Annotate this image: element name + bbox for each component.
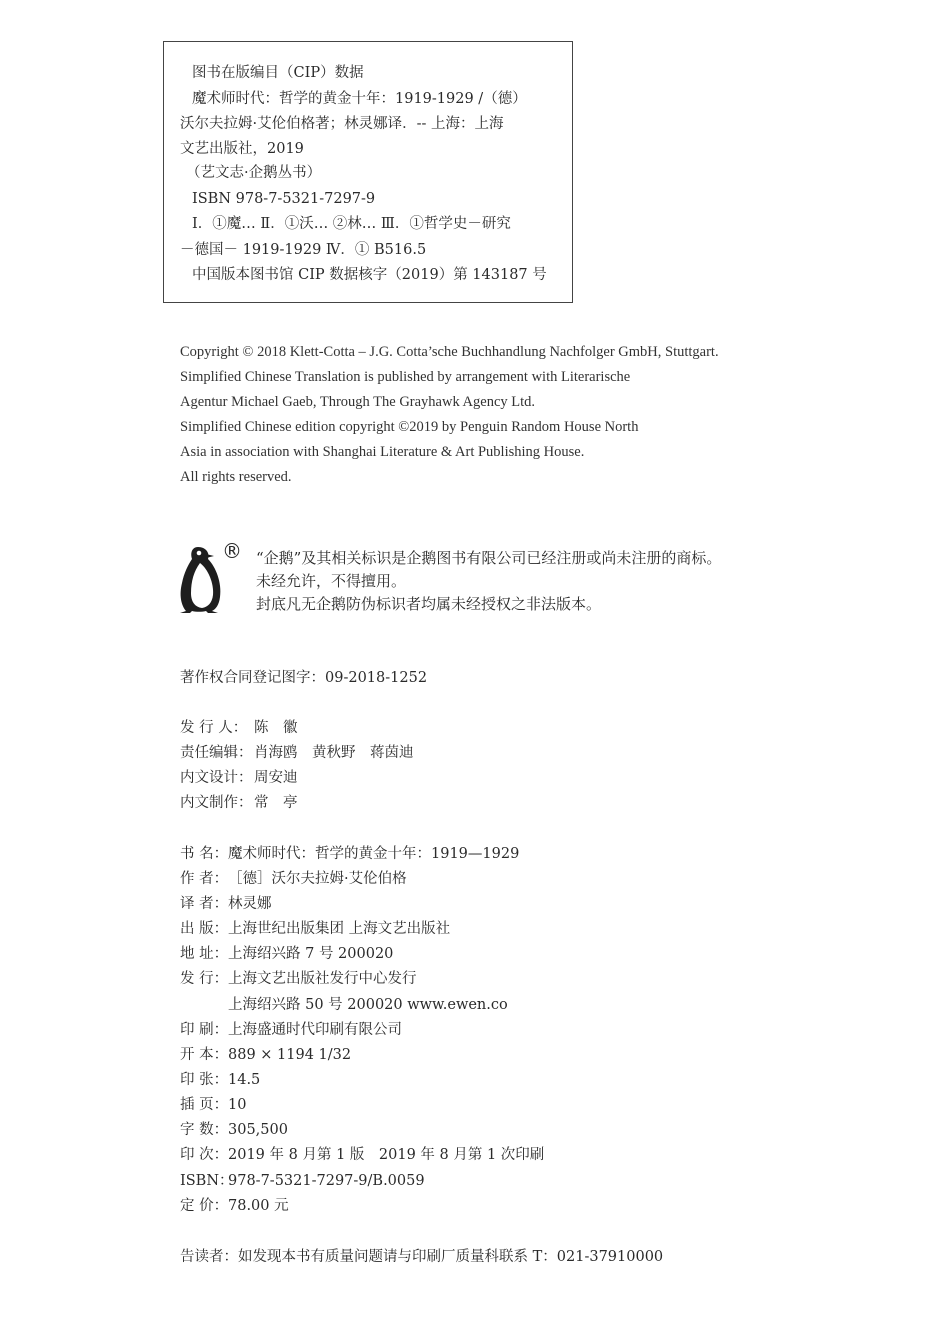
book-info-label: 出 版： [180, 921, 229, 937]
book-info-value: 14.5 [228, 1072, 261, 1088]
book-info-value: ［德］沃尔夫拉姆·艾伦伯格 [228, 871, 407, 887]
book-info-row [180, 1121, 288, 1139]
trademark-line: 未经允许，不得擅用。 [256, 572, 407, 590]
trademark-line: “企鹅”及其相关标识是企鹅图书有限公司已经注册或尚未注册的商标。 [256, 549, 722, 567]
credit-label: 内文制作： [180, 795, 253, 811]
book-info-row [180, 1071, 260, 1089]
book-info-label: 发 行： [180, 971, 229, 987]
credit-label: 责任编辑： [180, 745, 253, 761]
book-info-label: 字 数： [180, 1122, 229, 1138]
book-info-value: 上海世纪出版集团 上海文艺出版社 [228, 921, 451, 937]
book-info-row [180, 1172, 425, 1190]
book-info-value: 魔术师时代：哲学的黄金十年：1919—1929 [228, 846, 520, 862]
book-info-row [180, 1197, 289, 1215]
reader-notice: 告读者：如发现本书有质量问题请与印刷厂质量科联系 T：021-37910000 [180, 1249, 664, 1265]
book-info-label: 地 址： [180, 946, 229, 962]
book-info-value: 889 × 1194 1/32 [228, 1047, 352, 1063]
book-info-label: 印 张： [180, 1072, 229, 1088]
book-info-label: 定 价： [180, 1198, 229, 1214]
cip-heading: 图书在版编目（CIP）数据 [192, 65, 364, 81]
book-info-row [180, 945, 393, 963]
book-info-value: 上海盛通时代印刷有限公司 [228, 1022, 402, 1038]
book-info-value: 2019 年 8 月第 1 版 2019 年 8 月第 1 次印刷 [228, 1147, 545, 1163]
credit-row [180, 794, 298, 812]
book-info-row [180, 1146, 544, 1164]
book-info-value: 10 [228, 1097, 247, 1113]
credit-value: 常 亭 [254, 795, 298, 811]
book-info-value: 978-7-5321-7297-9/B.0059 [228, 1173, 425, 1189]
credit-value: 肖海鸥 黄秋野 蒋茵迪 [254, 745, 414, 761]
cip-line: 魔术师时代：哲学的黄金十年：1919-1929 /（德） [192, 91, 527, 107]
copyright-line: All rights reserved. [180, 469, 292, 485]
credit-label: 发 行 人： [180, 720, 248, 736]
book-info-row [180, 845, 519, 863]
book-info-value: 上海绍兴路 50 号 200020 www.ewen.co [228, 997, 508, 1013]
copyright-line: Copyright © 2018 Klett-Cotta – J.G. Cotta’sche Buchhandlung Nachfolger GmbH, Stuttgart. [180, 344, 719, 360]
book-info-label: 书 名： [180, 846, 229, 862]
contract-registration: 著作权合同登记图字：09-2018-1252 [180, 670, 428, 686]
book-info-label: 开 本： [180, 1047, 229, 1063]
book-info-value: 林灵娜 [228, 896, 272, 912]
book-info-row [180, 920, 450, 938]
book-info-row [180, 970, 417, 988]
credit-row [180, 719, 298, 737]
cip-line: 中国版本图书馆 CIP 数据核字（2019）第 143187 号 [192, 267, 547, 283]
cip-line: Ⅰ．①魔… Ⅱ．①沃… ②林… Ⅲ．①哲学史－研究 [192, 216, 511, 232]
copyright-line: Asia in association with Shanghai Literature & Art Publishing House. [180, 444, 585, 460]
book-info-row [180, 996, 508, 1014]
book-info-row [180, 895, 272, 913]
book-info-label: 印 次： [180, 1147, 229, 1163]
credit-value: 周安迪 [254, 770, 298, 786]
copyright-line: Simplified Chinese edition copyright ©2019 by Penguin Random House North [180, 419, 639, 435]
copyright-line: Simplified Chinese Translation is published by arrangement with Literarische [180, 369, 631, 385]
cip-line: （艺文志·企鹅丛书） [186, 165, 322, 181]
book-info-row [180, 1021, 402, 1039]
copyright-line: Agentur Michael Gaeb, Through The Grayhawk Agency Ltd. [180, 394, 536, 410]
credit-row [180, 744, 414, 762]
penguin-logo-icon [178, 543, 224, 615]
book-info-label: ISBN： [180, 1173, 234, 1189]
cip-isbn: ISBN 978-7-5321-7297-9 [192, 191, 376, 207]
book-info-label: 译 者： [180, 896, 229, 912]
book-info-label: 印 刷： [180, 1022, 229, 1038]
book-info-value: 上海绍兴路 7 号 200020 [228, 946, 394, 962]
trademark-line: 封底凡无企鹅防伪标识者均属未经授权之非法版本。 [256, 595, 602, 613]
credit-label: 内文设计： [180, 770, 253, 786]
book-info-value: 78.00 元 [228, 1198, 289, 1214]
cip-line: 沃尔夫拉姆·艾伦伯格著；林灵娜译．-- 上海：上海 [180, 116, 504, 132]
book-info-value: 上海文艺出版社发行中心发行 [228, 971, 417, 987]
book-info-row [180, 1096, 246, 1114]
registered-mark-icon: ® [222, 539, 242, 563]
book-info-row [180, 870, 407, 888]
book-info-label: 作 者： [180, 871, 229, 887]
cip-line: －德国－ 1919-1929 Ⅳ．① B516.5 [180, 242, 427, 258]
credit-row [180, 769, 298, 787]
cip-line: 文艺出版社，2019 [180, 141, 304, 157]
credit-value: 陈 徽 [254, 720, 298, 736]
book-info-row [180, 1046, 351, 1064]
book-info-label: 插 页： [180, 1097, 229, 1113]
book-info-value: 305,500 [228, 1122, 288, 1138]
